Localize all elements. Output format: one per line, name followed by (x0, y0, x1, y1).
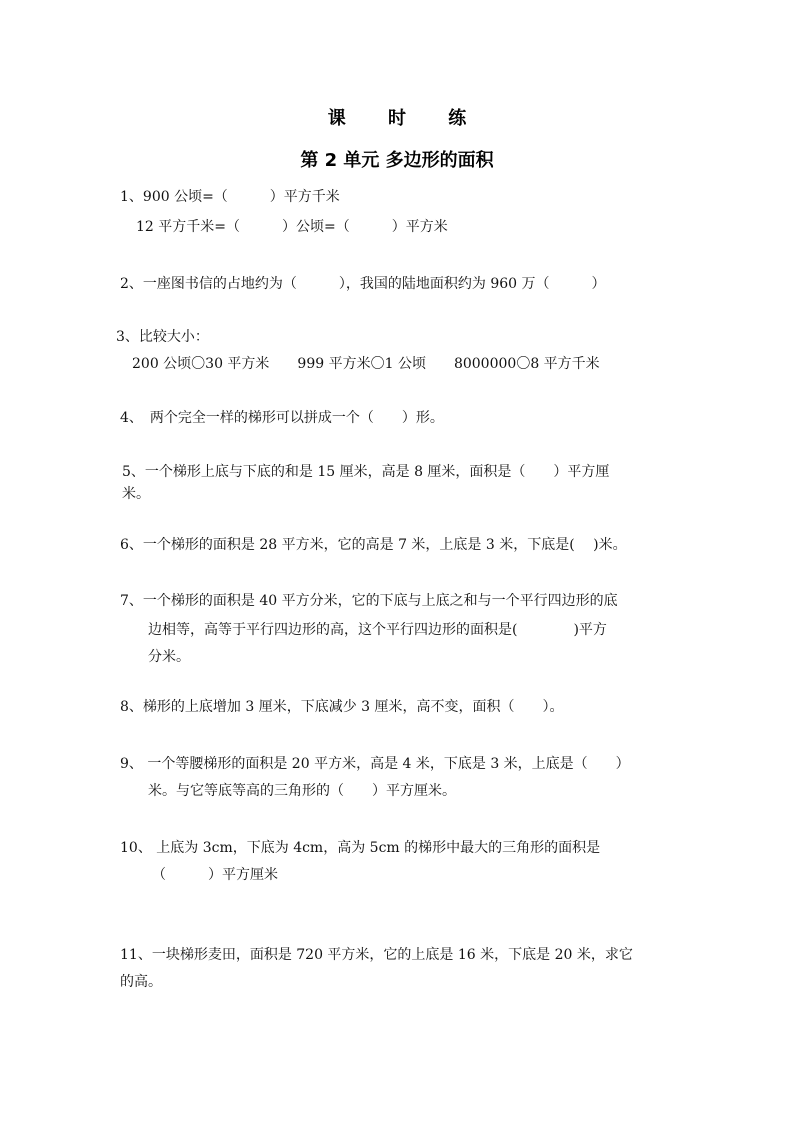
page-title: 课 时 练 (327, 108, 485, 129)
question-10-line-2: （ ）平方厘米 (152, 867, 278, 883)
question-7-line-1: 7、一个梯形的面积是 40 平方分米，它的下底与上底之和与一个平行四边形的底 (120, 593, 618, 609)
question-9-line-1: 9、 一个等腰梯形的面积是 20 平方米，高是 4 米，下底是 3 米，上底是（ ） (120, 756, 630, 772)
unit-subtitle: 第 2 单元 多边形的面积 (300, 150, 494, 171)
question-6: 6、一个梯形的面积是 28 平方米，它的高是 7 米，上底是 3 米，下底是( )米。 (120, 537, 627, 553)
question-7-line-3: 分米。 (148, 649, 190, 665)
question-1-line-2: 12 平方千米=（ ）公顷=（ ）平方米 (136, 219, 448, 235)
question-11-line-1: 11、一块梯形麦田，面积是 720 平方米，它的上底是 16 米，下底是 20 米，求它 (120, 947, 633, 963)
question-3-line-1: 3、比较大小： (116, 329, 209, 345)
question-4: 4、 两个完全一样的梯形可以拼成一个（ ）形。 (120, 410, 444, 426)
question-3-line-2: 200 公顷〇30 平方米 999 平方米〇1 公顷 8000000〇8 平方千米 (132, 356, 600, 372)
question-1-line-1: 1、900 公顷=（ ）平方千米 (120, 189, 340, 205)
question-5-line-2: 米。 (122, 486, 150, 502)
question-11-line-2: 的高。 (120, 974, 162, 990)
question-8: 8、梯形的上底增加 3 厘米，下底减少 3 厘米，高不变，面积（ ）。 (120, 699, 564, 715)
question-7-line-2: 边相等，高等于平行四边形的高，这个平行四边形的面积是( )平方 (148, 622, 607, 638)
question-5-line-1: 5、一个梯形上底与下底的和是 15 厘米，高是 8 厘米，面积是（ ）平方厘 (122, 464, 610, 480)
question-10-line-1: 10、 上底为 3cm，下底为 4cm，高为 5cm 的梯形中最大的三角形的面积是 (120, 840, 601, 856)
question-2: 2、一座图书信的占地约为（ ），我国的陆地面积约为 960 万（ ） (120, 276, 606, 292)
question-9-line-2: 米。与它等底等高的三角形的（ ）平方厘米。 (148, 783, 456, 799)
